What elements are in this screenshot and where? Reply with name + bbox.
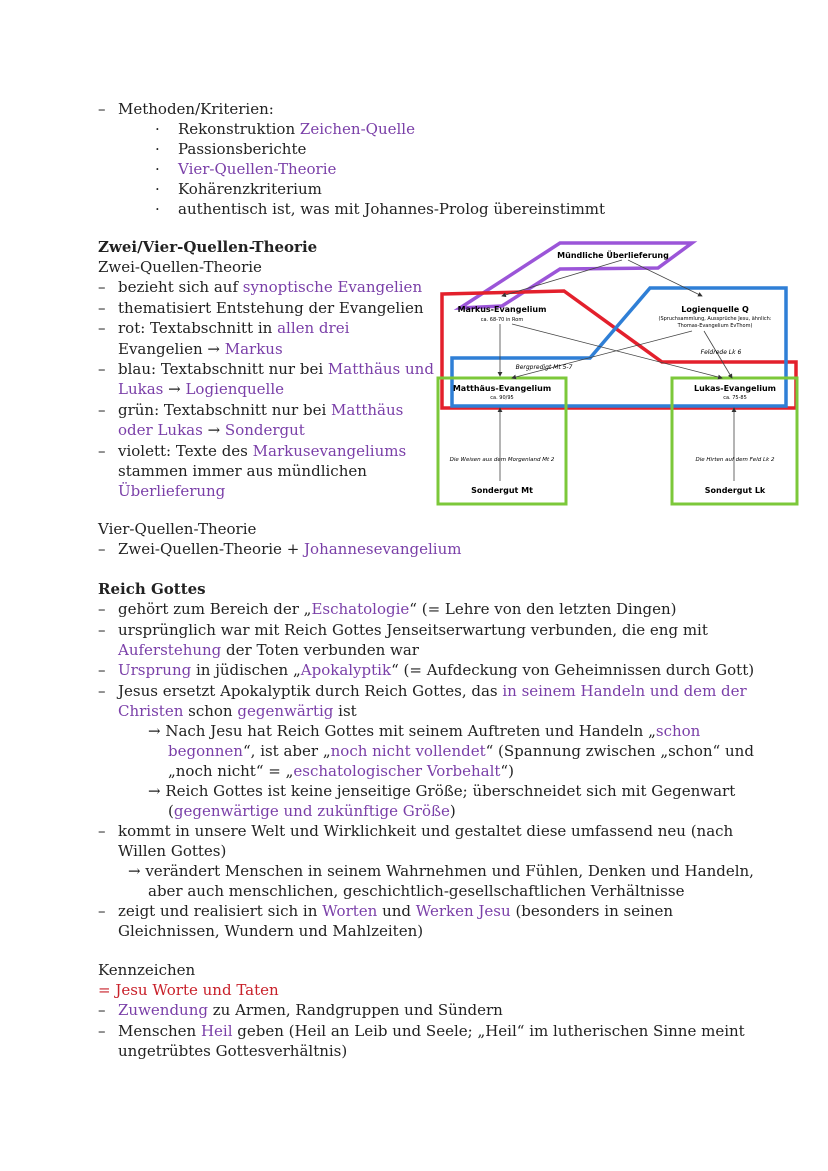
dash-marker: – [98, 540, 106, 558]
label-logien: Logienquelle Q [681, 305, 749, 314]
label-hirten: Die Hirten auf dem Feld Lk 2 [695, 457, 775, 463]
list-item: kommt in unsere Welt und Wirklichkeit und gestaltet diese umfassend neu (nach [118, 822, 734, 840]
bullet-icon: · [155, 160, 160, 178]
label-logien-sub2: Thomas-Evangelium EvThom) [677, 323, 753, 329]
list-item-continuation: ungetrübtes Gottesverhältnis) [118, 1042, 348, 1060]
list-item: rot: Textabschnitt in allen drei [118, 319, 350, 337]
dash-marker: – [98, 600, 106, 618]
dash-marker: – [98, 1001, 106, 1019]
methoden-item: Passionsberichte [178, 140, 307, 158]
dash-marker: – [98, 682, 106, 700]
list-item-continuation: Lukas → Logienquelle [118, 380, 285, 398]
list-item: bezieht sich auf synoptische Evangelien [118, 278, 423, 296]
list-item: grün: Textabschnitt nur bei Matthäus [118, 401, 404, 419]
list-item: ursprünglich war mit Reich Gottes Jenseitserwartung verbunden, die eng mit [118, 621, 708, 639]
label-bergpredigt: Bergpredigt Mt 5-7 [515, 364, 573, 371]
list-item: Ursprung in jüdischen „Apokalyptik“ (= Aufdeckung von Geheimnissen durch Gott) [118, 661, 755, 679]
list-item: zeigt und realisiert sich in Worten und Werken Jesu (besonders in seinen [118, 902, 674, 920]
dash-marker: – [98, 822, 106, 840]
label-lukas-sub: ca. 75-85 [723, 395, 747, 401]
methoden-item: authentisch ist, was mit Johannes-Prolog übereinstimmt [178, 200, 606, 218]
dash-marker: – [98, 1022, 106, 1040]
section-heading-reich-gottes: Reich Gottes [98, 580, 206, 598]
methoden-heading: Methoden/Kriterien: [118, 100, 274, 118]
bullet-icon: · [155, 200, 160, 218]
dash-marker: – [98, 902, 106, 920]
sub-point-continuation: aber auch menschlichen, geschichtlich-gesellschaftlichen Verhältnisse [148, 882, 685, 900]
dash-marker: – [98, 100, 106, 118]
methoden-item: Kohärenzkriterium [178, 180, 322, 198]
subheading-kennzeichen: Kennzeichen [98, 961, 196, 979]
methoden-item: Rekonstruktion Zeichen-Quelle [178, 120, 415, 138]
list-item: Zwei-Quellen-Theorie + Johannesevangelium [118, 540, 462, 558]
label-weisen: Die Weisen aus dem Morgenland Mt 2 [449, 457, 555, 463]
list-item: gehört zum Bereich der „Eschatologie“ (= Lehre von den letzten Dingen) [118, 600, 677, 618]
sub-point: → Nach Jesu hat Reich Gottes mit seinem Auftreten und Handeln „schon [148, 722, 701, 740]
list-item: thematisiert Entstehung der Evangelien [118, 299, 424, 317]
list-item-continuation: Christen schon gegenwärtig ist [118, 702, 357, 720]
label-muendlich: Mündliche Überlieferung [557, 251, 669, 260]
list-item: Zuwendung zu Armen, Randgruppen und Sündern [118, 1001, 503, 1019]
label-matthaeus: Matthäus-Evangelium [452, 384, 552, 393]
list-item: Menschen Heil geben (Heil an Leib und Seele; „Heil“ im lutherischen Sinne meint [118, 1022, 745, 1040]
dash-marker: – [98, 278, 106, 296]
list-item-continuation: Überlieferung [118, 482, 226, 500]
label-sondergut-mt: Sondergut Mt [471, 486, 533, 495]
list-item: blau: Textabschnitt nur bei Matthäus und [118, 360, 434, 378]
bullet-icon: · [155, 140, 160, 158]
list-item-continuation: stammen immer aus mündlichen [118, 462, 367, 480]
dash-marker: – [98, 319, 106, 337]
list-item-continuation: Gleichnissen, Wundern und Mahlzeiten) [118, 922, 424, 940]
arrow [628, 260, 702, 296]
label-feldrede: Feldrede Lk 6 [700, 349, 742, 356]
list-item: Jesus ersetzt Apokalyptik durch Reich Gottes, das in seinem Handeln und dem der [118, 682, 747, 700]
list-item-continuation: Auferstehung der Toten verbunden war [118, 641, 419, 659]
subheading-vier-quellen: Vier-Quellen-Theorie [98, 520, 257, 538]
dash-marker: – [98, 401, 106, 419]
sub-point: → Reich Gottes ist keine jenseitige Größe; überschneidet sich mit Gegenwart [148, 782, 736, 800]
label-lukas: Lukas-Evangelium [693, 384, 777, 393]
bullet-icon: · [155, 120, 160, 138]
dash-marker: – [98, 360, 106, 378]
dash-marker: – [98, 661, 106, 679]
dash-marker: – [98, 621, 106, 639]
list-item: violett: Texte des Markusevangeliums [118, 442, 407, 460]
dash-marker: – [98, 442, 106, 460]
sub-point-continuation: „noch nicht“ = „eschatologischer Vorbehalt“) [168, 762, 514, 780]
sub-point-continuation: (gegenwärtige und zukünftige Größe) [168, 802, 456, 820]
methoden-item: Vier-Quellen-Theorie [178, 160, 337, 178]
source-theory-diagram [432, 236, 804, 510]
label-markus-sub: ca. 68-70 in Rom [480, 317, 524, 323]
sub-point: → verändert Menschen in seinem Wahrnehmen und Fühlen, Denken und Handeln, [128, 862, 754, 880]
list-item-continuation: Evangelien → Markus [118, 340, 283, 358]
sub-point-continuation: begonnen“, ist aber „noch nicht vollendet“ (Spannung zwischen „schon“ und [168, 742, 754, 760]
label-logien-sub1: (Spruchsammlung, Aussprüche Jesu, ähnlich: [658, 316, 772, 322]
list-item-continuation: oder Lukas → Sondergut [118, 421, 305, 439]
subheading-zwei-quellen: Zwei-Quellen-Theorie [98, 258, 262, 276]
dash-marker: – [98, 299, 106, 317]
section-heading-zwei-vier: Zwei/Vier-Quellen-Theorie [98, 238, 318, 256]
label-markus: Markus-Evangelium [457, 305, 547, 314]
label-matthaeus-sub: ca. 90/95 [490, 395, 514, 401]
label-sondergut-lk: Sondergut Lk [704, 486, 766, 495]
kennzeichen-definition: = Jesu Worte und Taten [98, 981, 279, 999]
bullet-icon: · [155, 180, 160, 198]
list-item-continuation: Willen Gottes) [118, 842, 227, 860]
